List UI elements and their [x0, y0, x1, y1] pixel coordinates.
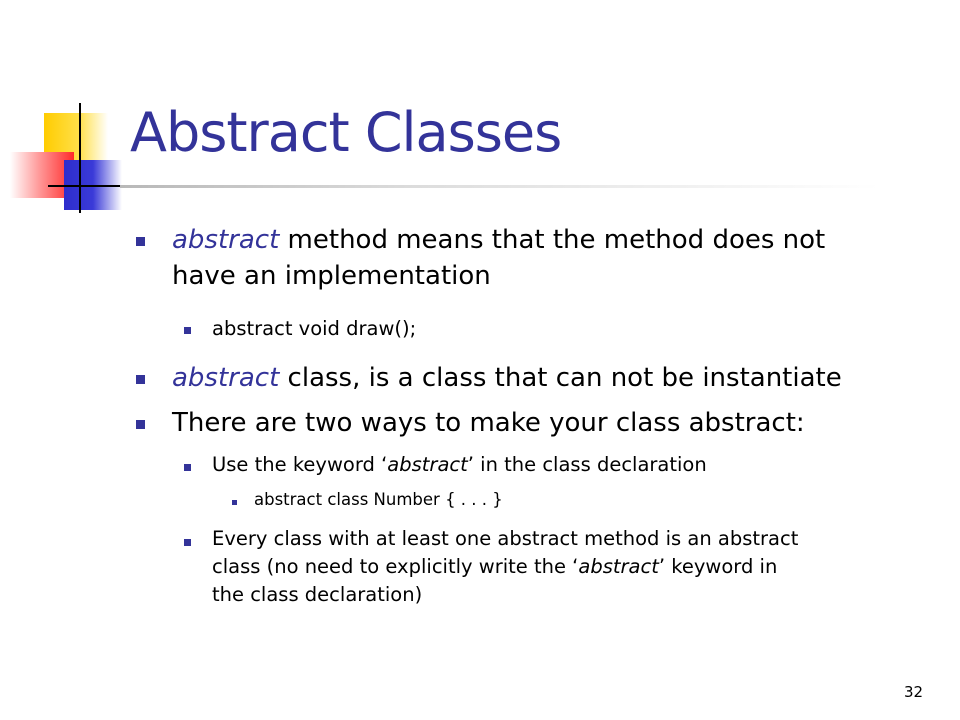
emphasis-text: abstract [172, 225, 280, 255]
bullet-square-icon [136, 375, 145, 384]
emphasis-text: abstract [578, 555, 659, 578]
page-number: 32 [904, 683, 924, 701]
list-item-text: method means that the method does not [279, 225, 826, 255]
bullet-square-icon [184, 539, 191, 546]
list-item-text: abstract class Number { . . . } [254, 490, 503, 509]
list-item-line [172, 360, 842, 396]
list-item-text: have an implementation [172, 261, 491, 291]
list-item-text: ’ in the class declaration [467, 453, 707, 476]
emphasis-text: abstract [172, 363, 280, 393]
bullet-square-icon [232, 500, 237, 505]
list-item-line [172, 222, 825, 258]
bullet-square-icon [184, 464, 191, 471]
list-item-text: Use the keyword ‘ [212, 453, 388, 476]
list-item-line [212, 553, 777, 581]
list-item-text: class (no need to explicitly write the ‘ [212, 555, 579, 578]
list-item-text: There are two ways to make your class abstract: [172, 408, 805, 438]
list-item-line [212, 451, 707, 479]
bullet-square-icon [136, 237, 145, 246]
list-item-text: abstract void draw(); [212, 317, 417, 340]
list-item-text: Every class with at least one abstract method is an abstract [212, 527, 799, 550]
emphasis-text: abstract [387, 453, 468, 476]
bullet-square-icon [184, 327, 191, 334]
list-item-text: ’ keyword in [658, 555, 778, 578]
bullet-square-icon [136, 420, 145, 429]
list-item-text: class, is a class that can not be instantiate [279, 363, 842, 393]
slide-title: Abstract Classes [130, 101, 562, 164]
list-item-text: the class declaration) [212, 583, 423, 606]
